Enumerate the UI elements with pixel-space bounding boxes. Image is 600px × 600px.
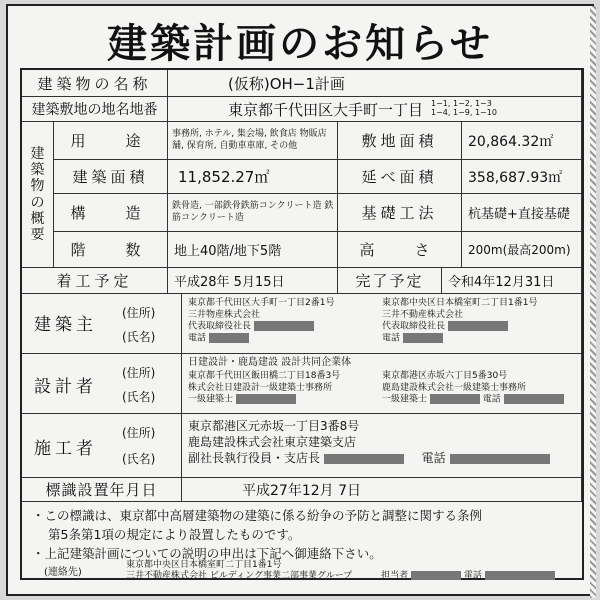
designer-label: 設計者	[34, 377, 97, 397]
site-lot-line-1: 1−1, 1−2, 1−3	[431, 99, 492, 109]
structure-value: 鉄骨造, 一部鉄骨鉄筋コンクリート造 鉄筋コンクリート造	[168, 194, 338, 232]
site-area-label: 敷地面積	[338, 122, 462, 160]
start-value: 平成28年 5月15日	[168, 268, 338, 294]
floors-label: 階数	[54, 232, 168, 268]
owner-right-phone: 電話	[382, 333, 537, 345]
owner-label-cell	[22, 294, 182, 354]
installed-value: 平成27年12月 7日	[182, 478, 582, 502]
notice-board	[6, 4, 594, 596]
owner-left	[188, 298, 334, 345]
info-table	[20, 68, 584, 580]
redaction	[504, 394, 564, 404]
redaction	[254, 321, 314, 331]
redaction	[236, 394, 296, 404]
contractor-label-cell	[22, 414, 182, 478]
foundation-label: 基礎工法	[338, 194, 462, 232]
redaction	[403, 333, 443, 343]
name-value: (仮称)OH−1計画	[168, 70, 582, 97]
owner-label: 建築主	[34, 315, 97, 335]
owner-right-company: 三井不動産株式会社	[382, 309, 464, 320]
building-area-value: 11,852.27㎡	[168, 160, 338, 194]
contractor-label: 施工者	[34, 439, 97, 459]
complete-value: 令和4年12月31日	[442, 268, 582, 294]
redaction	[448, 321, 508, 331]
overview-char: 築	[30, 162, 45, 179]
site-lot-line-2: 1−4, 1−9, 1−10	[431, 108, 497, 117]
designer-name-label: (氏名)	[122, 390, 156, 404]
designer-jv-name: 日建設計・鹿島建設 設計共同企業体	[188, 357, 352, 368]
designer-left-office: 株式会社日建設計一級建築士事務所	[188, 382, 333, 393]
owner-right-rep: 代表取締役社長	[382, 321, 537, 333]
redaction	[209, 333, 249, 343]
floor-area-value: 358,687.93㎡	[462, 160, 582, 194]
designer-right	[382, 371, 564, 406]
structure-label: 構造	[54, 194, 168, 232]
foundation-value: 杭基礎+直接基礎	[462, 194, 582, 232]
floors-value: 地上40階/地下5階	[168, 232, 338, 268]
name-label: 建築物の名称	[22, 70, 168, 97]
use-label: 用途	[54, 122, 168, 160]
owner-left-address: 東京都千代田区大手町一丁目2番1号	[188, 298, 335, 308]
start-label: 着工予定	[22, 268, 168, 294]
note-line-2: 第5条第1項の規定により設置したものです。	[48, 527, 301, 542]
redaction	[485, 571, 555, 580]
contractor-address: 東京都港区元赤坂一丁目3番8号	[188, 419, 360, 433]
contact-line	[126, 571, 555, 583]
designer-left-address: 東京都千代田区飯田橋二丁目18番3号	[188, 371, 341, 381]
height-label: 高さ	[338, 232, 462, 268]
height-value: 200m(最高200m)	[462, 232, 582, 268]
complete-label: 完了予定	[338, 268, 442, 294]
owner-right	[382, 298, 537, 345]
designer-right-address: 東京都港区赤坂六丁目5番30号	[382, 371, 508, 381]
installed-label: 標識設置年月日	[22, 478, 182, 502]
contact-company: 三井不動産株式会社 ビルディング事業二部事業グループ	[126, 571, 353, 581]
designer-right-architect: 一級建築士 電話	[382, 394, 564, 406]
note-line-3: ・上記建築計画についての説明の申出は下記へ御連絡下さい。	[32, 546, 382, 561]
redaction	[450, 454, 550, 464]
owner-addr-label: (住所)	[122, 306, 156, 320]
designer-info	[182, 354, 582, 414]
contact-label: (連絡先)	[44, 567, 82, 578]
contact-phone-label: 電話	[463, 571, 482, 581]
redaction	[324, 454, 404, 464]
use-value: 事務所, ホテル, 集会場, 飲食店 物販店舗, 保育所, 自動車車庫, その他	[168, 122, 338, 160]
redaction	[430, 394, 480, 404]
designer-left	[188, 371, 340, 406]
contractor-rep: 副社長執行役員・支店長 電話	[188, 450, 550, 466]
owner-left-phone: 電話	[188, 333, 334, 345]
building-area-label: 建築面積	[54, 160, 168, 194]
redaction	[411, 571, 461, 580]
overview-char: 要	[30, 226, 45, 243]
floor-area-label: 延べ面積	[338, 160, 462, 194]
contractor-lines	[188, 418, 550, 467]
contact-address: 東京都中央区日本橋室町二丁目1番1号	[126, 560, 282, 570]
overview-char: の	[30, 194, 45, 211]
owner-name-label: (氏名)	[122, 330, 156, 344]
overview-char: 概	[30, 210, 45, 227]
designer-label-cell	[22, 354, 182, 414]
designer-addr-label: (住所)	[122, 366, 156, 380]
owner-info	[182, 294, 582, 354]
site-label: 建築敷地の地名地番	[22, 97, 168, 122]
designer-right-office: 鹿島建設株式会社一級建築士事務所	[382, 382, 527, 393]
overview-char: 建	[30, 146, 45, 163]
note-line-1: ・この標識は、東京都中高層建築物の建築に係る紛争の予防と調整に関する条例	[32, 508, 483, 523]
contractor-info	[182, 414, 582, 478]
site-value	[168, 97, 582, 122]
owner-left-rep: 代表取締役社長	[188, 321, 334, 333]
contact-person-label: 担当者	[381, 571, 409, 581]
contractor-addr-label: (住所)	[122, 426, 156, 440]
contractor-name-label: (氏名)	[122, 452, 156, 466]
owner-right-address: 東京都中央区日本橋室町二丁目1番1号	[382, 298, 538, 308]
owner-left-company: 三井物産株式会社	[188, 309, 261, 320]
page-title: 建築計画のお知らせ	[107, 21, 493, 67]
overview-label	[22, 122, 54, 268]
site-lots	[431, 100, 497, 118]
designer-left-architect: 一級建築士	[188, 394, 340, 406]
site-area-value: 20,864.32㎡	[462, 122, 582, 160]
board-edge	[590, 6, 596, 598]
contractor-company: 鹿島建設株式会社東京建築支店	[188, 435, 357, 450]
overview-char: 物	[30, 178, 45, 195]
site-address: 東京都千代田区大手町一丁目	[228, 100, 424, 119]
